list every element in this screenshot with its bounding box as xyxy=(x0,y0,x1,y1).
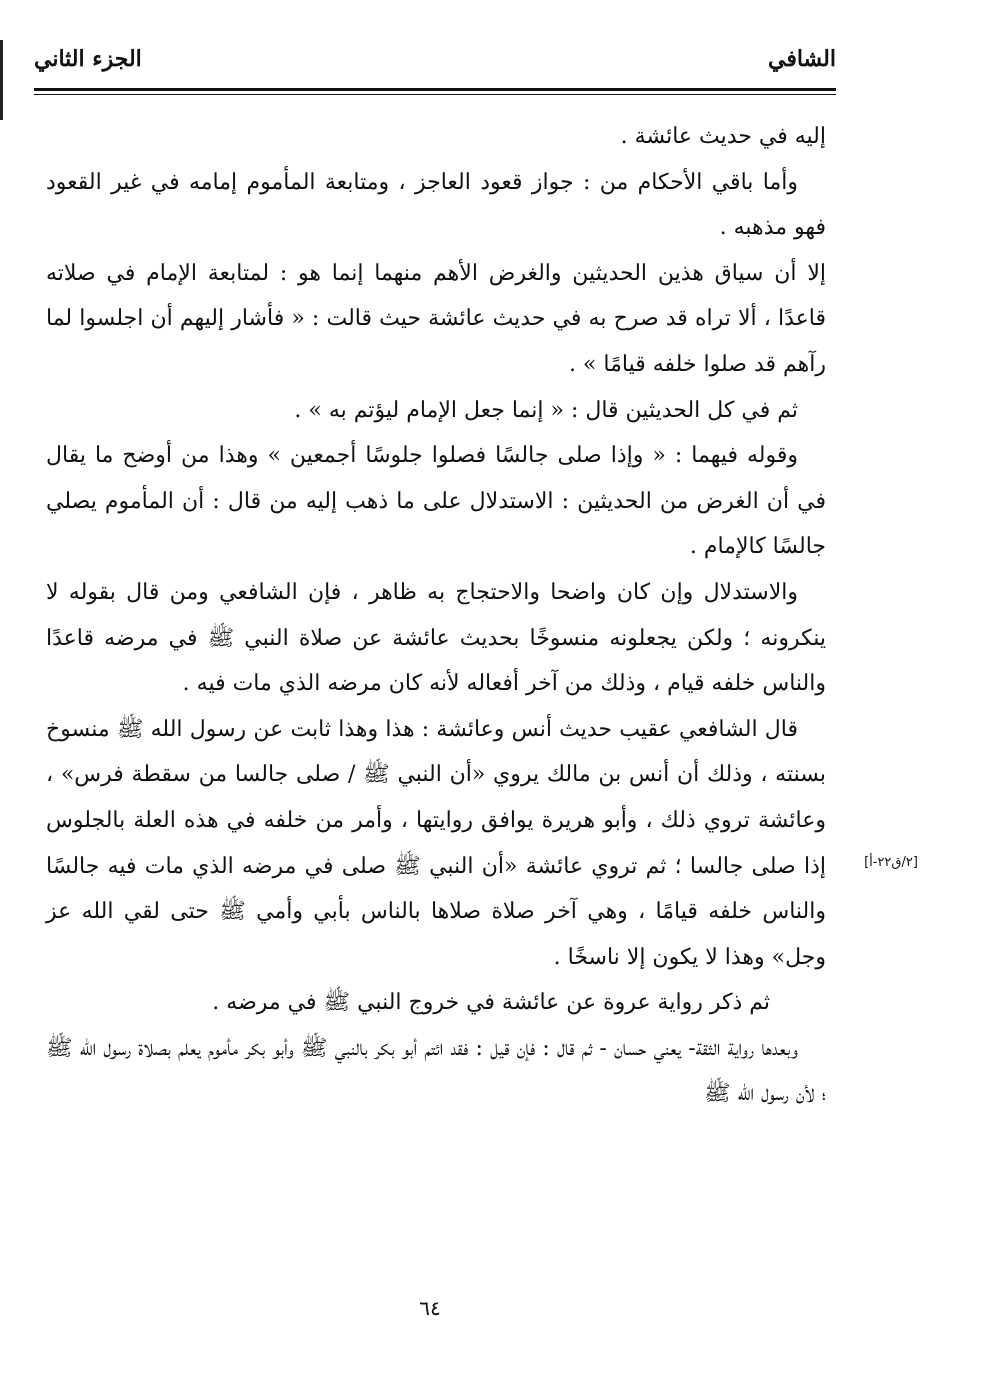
header-rule-thick xyxy=(34,88,836,91)
page-edge-line xyxy=(0,40,3,120)
paragraph-8: ثم ذكر رواية عروة عن عائشة في خروج النبي ﷺ في مرضه . xyxy=(212,990,770,1016)
manuscript-folio-note: [٢/ق٢٢-أ] xyxy=(864,855,918,870)
book-title: الشافي xyxy=(768,46,836,72)
volume-label: الجزء الثاني xyxy=(34,46,142,72)
paragraph-3: إلا أن سياق هذين الحديثين والغرض الأهم منهما إنما هو : لمتابعة الإمام في صلاته قاعدًا ، ألا تراه قد صرح به في حديث عائشة حيث قالت : « فأشار إليهم أن اجلسوا لما رآهم قد صلوا خلفه قيامًا » . xyxy=(46,260,826,377)
paragraph-9: وبعدها رواية الثقة- يعني حسان - ثم قال : فإن قيل : فقد ائتم أبو بكر بالنبي ﷺ وأبو بكر مأموم يعلم بصلاة رسول الله ﷺ ؛ لأن رسول الله ﷺ xyxy=(46,1035,826,1107)
main-text xyxy=(46,114,826,1117)
paragraph-4: ثم في كل الحديثين قال : « إنما جعل الإمام ليؤتم به » . xyxy=(294,397,798,423)
page-number: ٦٤ xyxy=(419,1296,441,1320)
paragraph-7: قال الشافعي عقيب حديث أنس وعائشة : هذا وهذا ثابت عن رسول الله ﷺ منسوخ بسنته ، وذلك أن أنس بن مالك يروي «أن النبي ﷺ / صلى جالسا من سقطة فرس» ، وعائشة تروي ذلك ، وأبو هريرة يوافق روايتها ، وأمر من خلفه في هذه العلة بالجلوس إذا صلى جالسا ؛ ثم تروي عائشة «أن النبي ﷺ صلى في مرضه الذي مات فيه جالسًا والناس خلفه قيامًا ، وهي آخر صلاة صلاها بالناس بأبي وأمي ﷺ حتى لقي الله عز وجل» وهذا لا يكون إلا ناسخًا . xyxy=(46,716,826,970)
running-header xyxy=(34,46,836,80)
paragraph-2: وأما باقي الأحكام من : جواز قعود العاجز ، ومتابعة المأموم إمامه في غير القعود فهو مذهبه . xyxy=(46,169,826,241)
paragraph-1: إليه في حديث عائشة . xyxy=(620,124,826,149)
paragraph-5: وقوله فيهما : « وإذا صلى جالسًا فصلوا جلوسًا أجمعين » وهذا من أوضح ما يقال في أن الغرض من الحديثين : الاستدلال على ما ذهب إليه من قال : أن المأموم يصلي جالسًا كالإمام . xyxy=(46,443,826,560)
paragraph-6: والاستدلال وإن كان واضحا والاحتجاج به ظاهر ، فإن الشافعي ومن قال بقوله لا ينكرونه ؛ ولكن يجعلونه منسوخًا بحديث عائشة عن صلاة النبي ﷺ في مرضه قاعدًا والناس خلفه قيام ، وذلك من آخر أفعاله لأنه كان مرضه الذي مات فيه . xyxy=(46,579,826,697)
header-rule-thin xyxy=(34,94,836,95)
